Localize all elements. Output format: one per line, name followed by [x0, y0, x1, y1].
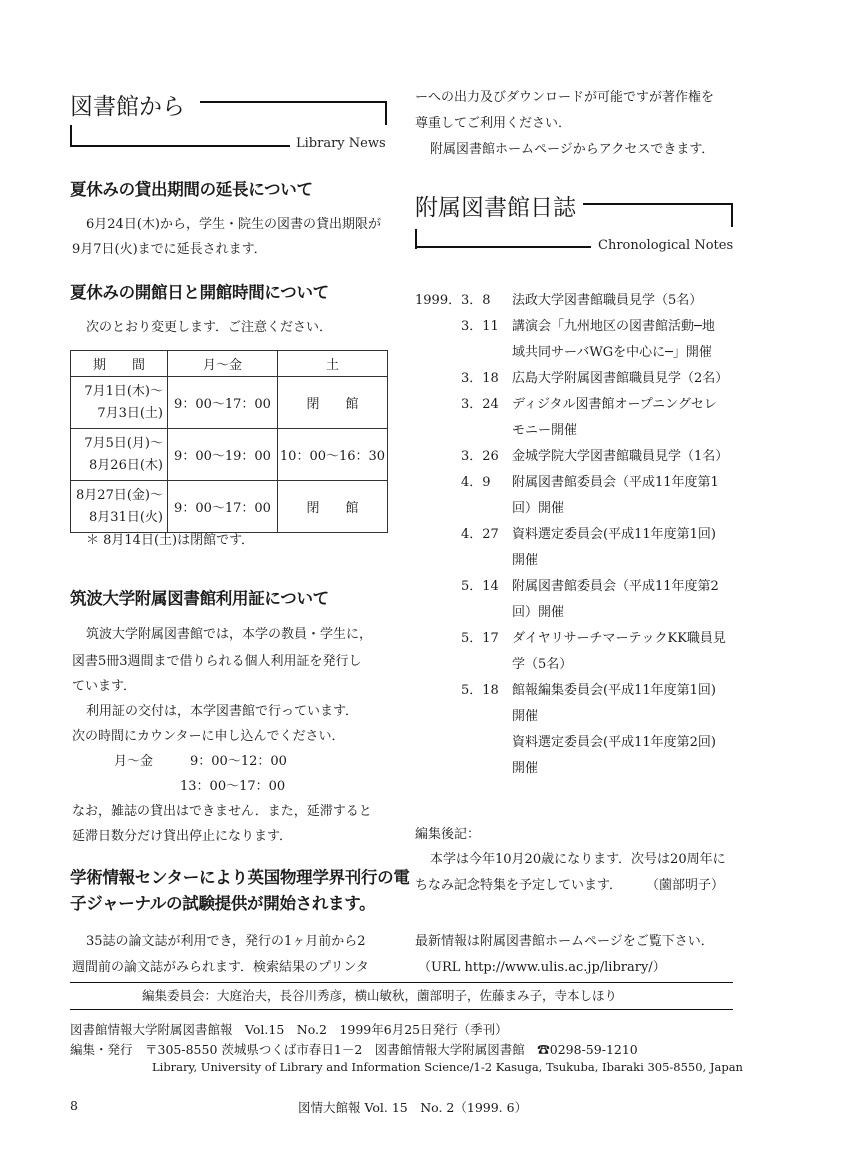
diary-entry-text: 金城学院大学図書館職員見学（1名） — [512, 449, 729, 464]
article-text: なお，雑誌の貸出はできません．また，延滞すると — [72, 804, 372, 819]
article-text: ーへの出力及びダウンロードが可能ですが著作権を — [415, 90, 715, 105]
table-header: 月～金 — [168, 351, 278, 377]
page-number: 8 — [70, 1098, 78, 1113]
diary-entry-text: 附属図書館委員会（平成11年度第1 — [512, 475, 719, 490]
table-header: 土 — [278, 351, 388, 377]
header-rule-bottom — [415, 246, 591, 248]
diary-date: 4．27 — [461, 527, 499, 542]
library-news-title: 図書館から — [70, 94, 185, 120]
hours-table — [70, 350, 388, 533]
latest-info-text: 最新情報は附属図書館ホームページをご覧下さい． — [415, 934, 714, 949]
diary-entry-text: モニー開催 — [512, 423, 578, 438]
library-news-subtitle: Library News — [296, 136, 386, 151]
article-text: 週間前の論文誌がみられます．検索結果のプリンタ — [72, 960, 369, 975]
diary-entry-text: 学（5名） — [512, 657, 573, 672]
article-heading-card: 筑波大学附属図書館利用証について — [70, 589, 329, 608]
diary-entry-text: 法政大学図書館職員見学（5名） — [512, 293, 703, 308]
weekday-hours: 9：00～17：00 — [168, 377, 278, 429]
table-row — [71, 429, 388, 481]
saturday-hours: 10：00～16：30 — [278, 429, 388, 481]
header-rule-left — [70, 125, 72, 147]
article-heading-hours: 夏休みの開館日と開館時間について — [70, 283, 329, 302]
colophon-line: 編集・発行 〒305-8550 茨城県つくば市春日1－2 図書館情報大学附属図書館 ☎0298-59-1210 — [70, 1042, 638, 1057]
diary-entry-text: 域共同サーバWGを中心に─」開催 — [512, 345, 712, 360]
header-rule-top — [200, 101, 386, 103]
article-text: 次の時間にカウンターに申し込んでください． — [72, 729, 345, 744]
article-text: 図書5冊3週間まで借りられる個人利用証を発行し — [72, 654, 362, 669]
article-text: ています． — [72, 679, 136, 694]
editorial-text: ちなみ記念特集を予定しています． — [415, 878, 622, 893]
latest-info-url: （URL http://www.ulis.ac.jp/library/） — [418, 960, 666, 975]
article-text: 尊重してご利用ください． — [415, 116, 572, 131]
article-heading-loan: 夏休みの貸出期間の延長について — [70, 180, 313, 199]
diary-entry-text: 開催 — [512, 553, 539, 568]
article-text: 6月24日(木)から，学生・院生の図書の貸出期限が — [86, 217, 381, 232]
diary-entry-text: 開催 — [512, 761, 539, 776]
weekday-hours: 9：00～17：00 — [168, 481, 278, 533]
article-text: 利用証の交付は，本学図書館で行っています． — [86, 704, 358, 719]
table-note: ＊ 8月14日(土)は閉館です． — [86, 533, 255, 548]
period-start: 7月1日(木)～ — [84, 383, 163, 399]
article-text: 9月7日(火)までに延長されます． — [72, 242, 267, 257]
diary-date: 3．11 — [461, 319, 499, 334]
diary-year: 1999． — [415, 293, 462, 308]
editorial-signature: （薗部明子） — [646, 878, 725, 893]
diary-entry-text: 回）開催 — [512, 605, 565, 620]
diary-entry-text: 館報編集委員会(平成11年度第1回) — [512, 683, 716, 698]
period-end: 8月26日(木) — [89, 457, 163, 473]
saturday-hours: 閉 館 — [278, 377, 388, 429]
divider — [70, 1009, 733, 1010]
time-label: 月～金 — [114, 754, 154, 769]
diary-date: 5．18 — [461, 683, 499, 698]
colophon-line: 図書館情報大学附属図書館報 Vol.15 No.2 1999年6月25日発行（季刊） — [70, 1022, 508, 1037]
article-heading-ejournal: 子ジャーナルの試験提供が開始されます。 — [70, 894, 376, 913]
article-heading-ejournal: 学術情報センターにより英国物理学界刊行の電 — [70, 868, 410, 887]
article-text: 35誌の論文誌が利用でき，発行の1ヶ月前から2 — [86, 934, 366, 949]
diary-date: 4．9 — [461, 475, 491, 490]
diary-entry-text: 回）開催 — [512, 501, 565, 516]
header-rule-right — [731, 203, 733, 227]
diary-entry-text: ダイヤリサーチマーテックKK職員見 — [512, 631, 726, 646]
time-slot: 13：00～17：00 — [180, 779, 286, 794]
diary-subtitle: Chronological Notes — [598, 238, 734, 253]
article-text: 次のとおり変更します．ご注意ください． — [86, 320, 332, 335]
header-rule-top — [583, 203, 733, 205]
period-end: 8月31日(火) — [89, 509, 163, 525]
diary-date: 3．8 — [461, 293, 491, 308]
diary-date: 3．18 — [461, 371, 499, 386]
header-rule-bottom — [70, 145, 290, 147]
committee-members: 編集委員会：大庭治夫，長谷川秀彦，横山敏秋，薗部明子，佐藤まみ子，寺本しほり — [142, 988, 618, 1003]
colophon-line: Library, University of Library and Information Science/1-2 Kasuga, Tsukuba, Ibaraki 305-8550, Japan — [152, 1060, 743, 1074]
period-start: 7月5日(月)～ — [84, 435, 163, 451]
diary-title: 附属図書館日誌 — [415, 195, 576, 221]
diary-date: 5．17 — [461, 631, 499, 646]
weekday-hours: 9：00～19：00 — [168, 429, 278, 481]
diary-date: 3．26 — [461, 449, 499, 464]
divider — [70, 982, 733, 983]
diary-entry-text: 資料選定委員会(平成11年度第1回) — [512, 527, 716, 542]
diary-entry-text: 資料選定委員会(平成11年度第2回) — [512, 735, 716, 750]
diary-entry-text: 附属図書館委員会（平成11年度第2 — [512, 579, 719, 594]
table-row — [71, 377, 388, 429]
diary-date: 5．14 — [461, 579, 499, 594]
time-slot: 9：00～12：00 — [190, 754, 287, 769]
editorial-heading: 編集後記： — [415, 827, 481, 842]
header-rule-right — [385, 101, 387, 125]
saturday-hours: 閉 館 — [278, 481, 388, 533]
period-start: 8月27日(金)～ — [76, 487, 163, 503]
article-text: 延滞日数分だけ貸出停止になります． — [72, 829, 292, 844]
article-text: 筑波大学附属図書館では，本学の教員・学生に， — [86, 627, 373, 642]
table-row — [71, 481, 388, 533]
table-header: 期 間 — [71, 351, 168, 377]
article-text: 附属図書館ホームページからアクセスできます． — [430, 142, 715, 157]
diary-entry-text: 広島大学附属図書館職員見学（2名） — [512, 371, 729, 386]
diary-entry-text: 講演会「九州地区の図書館活動─地 — [512, 319, 715, 334]
diary-entry-text: ディジタル図書館オープニングセレ — [512, 397, 717, 412]
diary-entry-text: 開催 — [512, 709, 539, 724]
editorial-text: 本学は今年10月20歳になります．次号は20周年に — [430, 852, 726, 867]
running-title: 図情大館報 Vol. 15 No. 2（1999. 6） — [298, 1100, 528, 1115]
diary-date: 3．24 — [461, 397, 499, 412]
period-end: 7月3日(土) — [97, 405, 163, 421]
